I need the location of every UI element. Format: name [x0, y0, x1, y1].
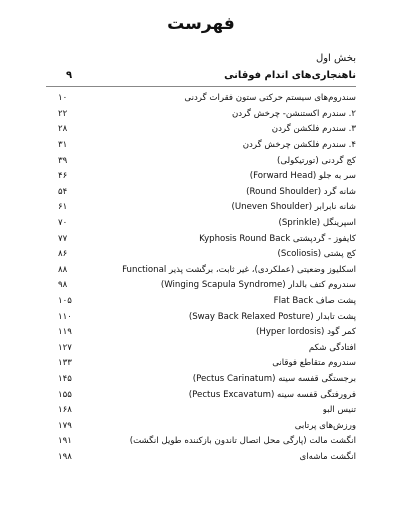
- toc-entry-page: ۸۶: [58, 249, 68, 260]
- toc-entry: [46, 263, 356, 279]
- toc-entry: [46, 325, 356, 341]
- toc-entry-title: تنیس البو: [322, 405, 356, 416]
- toc-entry-title: برجستگی قفسه سینه (Pectus Carinatum): [192, 373, 356, 384]
- toc-entry: [46, 91, 356, 107]
- divider: [46, 86, 356, 87]
- toc-entry-title: انگشت مالت (پارگی محل اتصال تاندون بازکننده طویل انگشت): [129, 436, 356, 447]
- toc-entry-page: ۳۱: [58, 140, 68, 151]
- toc-entry: [46, 247, 356, 263]
- toc-entry-title: ۴. سندرم فلکشن چرخش گردن: [242, 140, 356, 151]
- toc-entry: [46, 169, 356, 185]
- toc-entry-page: ۶۱: [58, 202, 68, 213]
- toc-entry-page: ۱۳۳: [58, 358, 72, 369]
- toc-entry-title: سندروم متقاطع فوقانی: [272, 358, 356, 369]
- section-heading: بخش اول: [315, 53, 356, 64]
- toc-entry-page: ۱۷۹: [58, 420, 72, 431]
- toc-entry-page: ۷۰: [58, 218, 68, 229]
- toc-entry-title: پشت صاف Flat Back: [273, 296, 356, 307]
- toc-entry: [46, 231, 356, 247]
- toc-entry: [46, 372, 356, 388]
- toc-entry-title: سندروم کتف بالدار (Winging Scapula Syndrome): [160, 280, 356, 291]
- toc-entry-title: افتادگی شکم: [308, 342, 356, 353]
- toc-entry: [46, 434, 356, 450]
- toc-entry: [46, 278, 356, 294]
- toc-entry-page: ۱۲۷: [58, 342, 72, 353]
- toc-entry: [46, 309, 356, 325]
- chapter-page-number: ۹: [66, 70, 73, 81]
- toc-entry-title: سندروم‌های سیستم حرکتی ستون فقرات گردنی: [184, 93, 356, 104]
- toc-entry-title: ورزش‌های پرتابی: [294, 420, 356, 431]
- toc-list: [46, 91, 356, 465]
- toc-entry-page: ۱۱۰: [58, 311, 72, 322]
- toc-entry-page: ۵۴: [58, 186, 68, 197]
- toc-entry-page: ۱۴۵: [58, 373, 72, 384]
- toc-entry: [46, 122, 356, 138]
- chapter-heading: ناهنجاری‌های اندام فوقانی: [224, 70, 356, 81]
- toc-entry: [46, 294, 356, 310]
- toc-entry: [46, 138, 356, 154]
- toc-entry-page: ۲۲: [58, 108, 68, 119]
- toc-entry-page: ۱۹۱: [58, 436, 72, 447]
- toc-entry-page: ۱۱۹: [58, 327, 72, 338]
- toc-entry-title: کمر گود (Hyper lordosis): [256, 327, 356, 338]
- toc-entry: [46, 185, 356, 201]
- toc-entry-page: ۱۰: [58, 93, 68, 104]
- toc-entry-title: کایفوز - گردپشتی Kyphosis Round Back: [199, 233, 356, 244]
- toc-entry-page: ۲۸: [58, 124, 68, 135]
- toc-entry-page: ۱۶۸: [58, 405, 72, 416]
- toc-entry-page: ۱۵۵: [58, 389, 72, 400]
- toc-entry: [46, 107, 356, 123]
- toc-entry-page: ۴۶: [58, 171, 68, 182]
- toc-entry-page: ۱۹۸: [58, 451, 72, 462]
- toc-entry-title: شانه نابرابر (Uneven Shoulder): [231, 202, 356, 213]
- toc-entry-title: ۳. سندرم فلکشن گردن: [271, 124, 356, 135]
- toc-entry-title: سر به جلو (Forward Head): [249, 171, 356, 182]
- toc-entry: [46, 450, 356, 466]
- toc-entry-page: ۸۸: [58, 264, 68, 275]
- toc-entry: [46, 216, 356, 232]
- toc-entry: [46, 200, 356, 216]
- toc-entry: [46, 418, 356, 434]
- toc-entry-title: ۲. سندرم اکستنشن- چرخش گردن: [232, 108, 356, 119]
- toc-entry-title: اسکلیوز وضعیتی (عملکردی)، غیر ثابت، برگشت پذیر Functional: [122, 264, 356, 275]
- toc-entry: [46, 356, 356, 372]
- toc-entry: [46, 387, 356, 403]
- toc-entry: [46, 403, 356, 419]
- toc-entry-page: ۹۸: [58, 280, 68, 291]
- page-title: فهرست: [167, 14, 235, 34]
- toc-entry-title: اسپرینگل (Sprinkle): [278, 218, 356, 229]
- toc-entry: [46, 341, 356, 357]
- toc-entry-title: کج پشتی (Scoliosis): [277, 249, 356, 260]
- toc-entry-title: شانه گرد (Round Shoulder): [246, 186, 356, 197]
- toc-entry-page: ۳۹: [58, 155, 68, 166]
- toc-entry-page: ۱۰۵: [58, 296, 72, 307]
- toc-entry-title: پشت تابدار (Sway Back Relaxed Posture): [188, 311, 356, 322]
- toc-entry-title: انگشت ماشه‌ای: [299, 451, 356, 462]
- toc-entry-page: ۷۷: [58, 233, 68, 244]
- toc-entry: [46, 153, 356, 169]
- toc-entry-title: کج گردنی (تورتیکولی): [277, 155, 356, 166]
- toc-entry-title: فرورفتگی قفسه سینه (Pectus Excavatum): [188, 389, 356, 400]
